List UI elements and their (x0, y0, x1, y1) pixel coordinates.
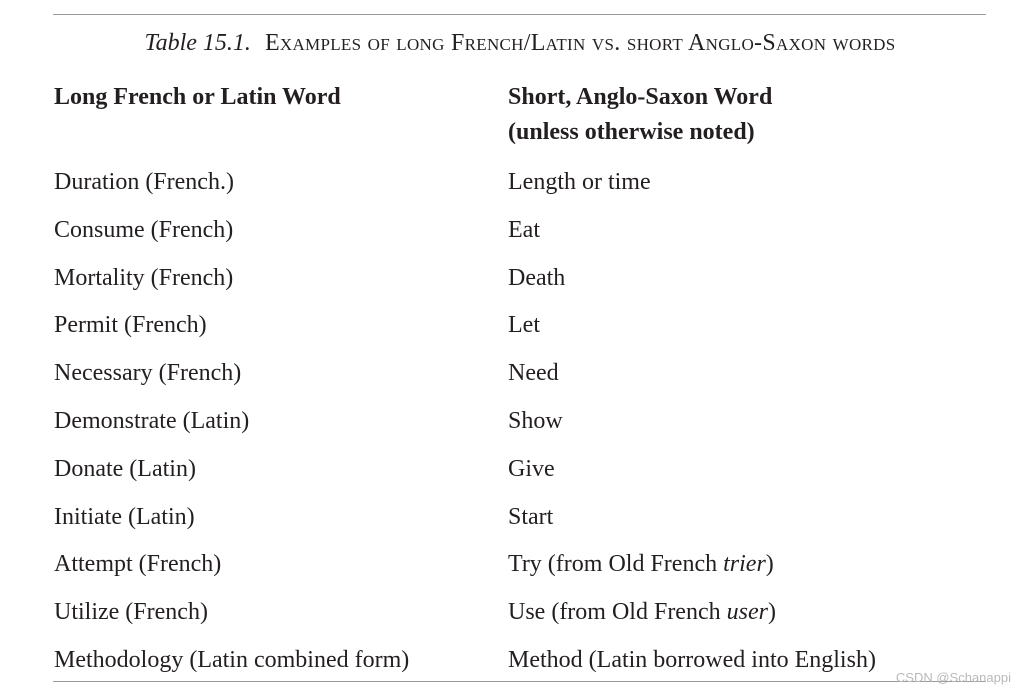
short-word-cell (508, 497, 553, 537)
short-word-cell (508, 640, 876, 680)
short-word-cell (508, 449, 555, 489)
table-row (0, 401, 1025, 449)
short-word-text: Death (508, 264, 566, 291)
table-row (0, 497, 1025, 545)
table-caption-title: Examples of long French/Latin vs. short Anglo-Saxon words (264, 30, 896, 56)
short-word-cell (508, 210, 540, 250)
short-word-text: Start (508, 503, 554, 530)
table-top-rule (53, 14, 986, 15)
short-word-text: Show (508, 407, 563, 434)
long-word-cell: Necessary (French) (54, 360, 242, 387)
short-word-text: Eat (508, 216, 540, 243)
long-word-cell: Utilize (French) (54, 599, 208, 626)
short-word-cell (508, 258, 565, 298)
short-word-text: Let (508, 312, 540, 339)
table-caption (0, 26, 1025, 60)
short-word-text: Try (from Old French (508, 551, 724, 578)
short-word-text: Need (508, 360, 559, 387)
column-header-long-word-label: Long French or Latin Word (54, 84, 341, 110)
short-word-text: Give (508, 455, 555, 482)
short-word-text: Method (Latin borrowed into English) (508, 646, 876, 673)
table-row (0, 258, 1025, 306)
table-bottom-rule (53, 681, 986, 682)
table-row (0, 162, 1025, 210)
column-header-short-word (508, 80, 772, 150)
table-caption-label: Table 15.1. (144, 30, 251, 56)
short-word-text: Use (from Old French (508, 599, 727, 626)
table-row (0, 544, 1025, 592)
watermark: CSDN @Schanappi (895, 670, 1011, 685)
short-word-cell (508, 353, 559, 393)
short-word-closing: ) (765, 551, 774, 578)
column-header-short-word-label: Short, Anglo-Saxon Word (508, 84, 773, 110)
table-body (0, 162, 1025, 688)
long-word-cell: Consume (French) (54, 216, 234, 243)
short-word-text: Length or time (508, 169, 651, 195)
short-word-cell (508, 162, 651, 202)
short-word-closing: ) (767, 599, 776, 626)
short-word-cell (508, 305, 540, 345)
short-word-cell (508, 592, 776, 632)
long-word-cell: Donate (Latin) (54, 455, 196, 482)
column-header-short-word-note: (unless otherwise noted) (508, 119, 755, 145)
table-row (0, 305, 1025, 353)
column-header-long-word (54, 80, 341, 115)
long-word-cell: Duration (French.) (54, 169, 234, 195)
table-row (0, 592, 1025, 640)
source-word-italic: user (726, 599, 768, 626)
long-word-cell: Demonstrate (Latin) (54, 407, 250, 434)
table-row (0, 353, 1025, 401)
table-row (0, 449, 1025, 497)
long-word-cell: Attempt (French) (54, 551, 222, 578)
table-row (0, 210, 1025, 258)
source-word-italic: trier (723, 551, 766, 578)
long-word-cell: Mortality (French) (54, 264, 234, 291)
long-word-cell: Initiate (Latin) (54, 503, 195, 530)
long-word-cell: Methodology (Latin combined form) (54, 646, 410, 673)
long-word-cell: Permit (French) (54, 312, 207, 339)
short-word-cell (508, 544, 774, 584)
short-word-cell (508, 401, 563, 441)
